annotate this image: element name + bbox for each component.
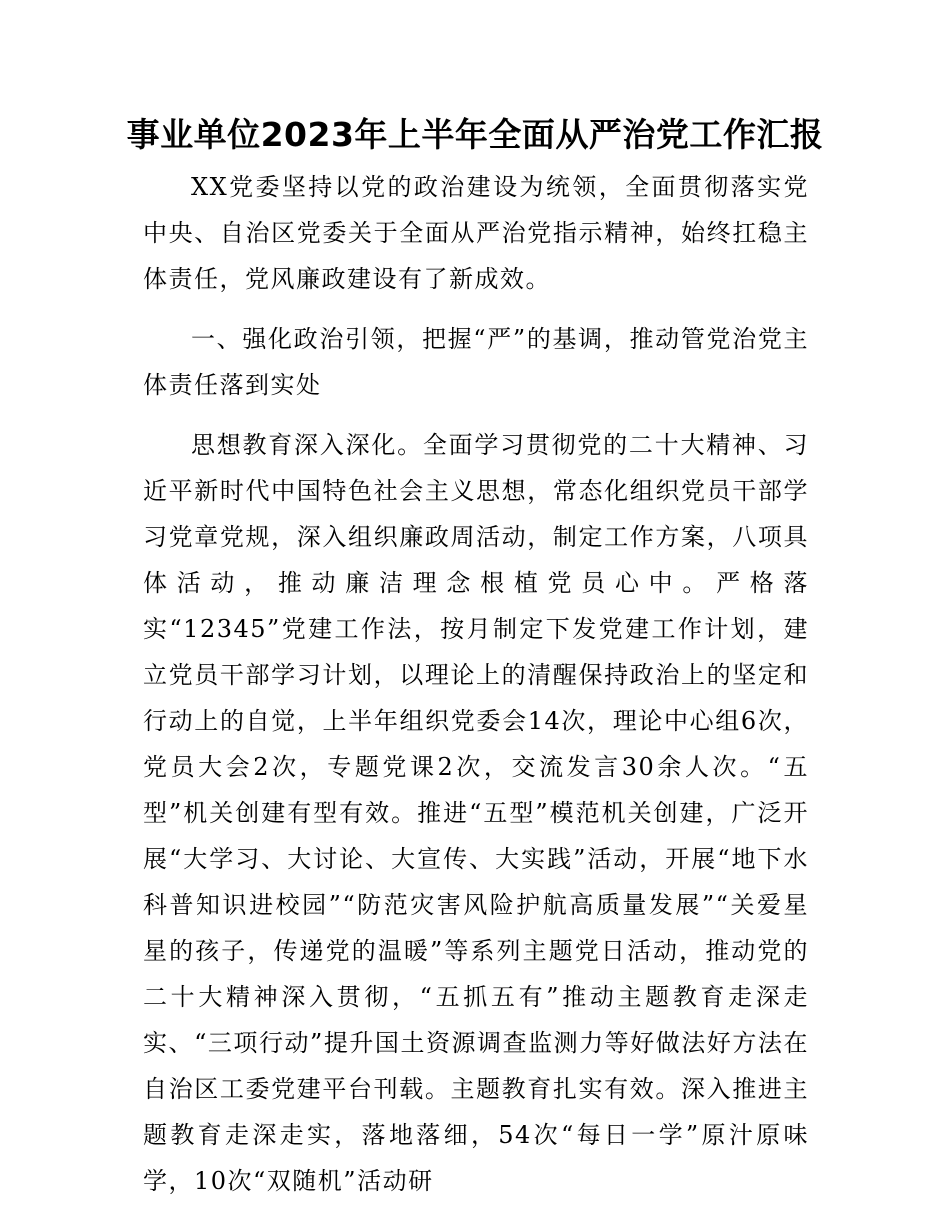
body-paragraph: 思想教育深入深化。全面学习贯彻党的二十大精神、习近平新时代中国特色社会主义思想，常态化组织党员干部学习党章党规，深入组织廉政周活动，制定工作方案，八项具体活动，推动廉洁理念根植党员心中。严格落实“12345”党建工作法，按月制定下发党建工作计划，建立党员干部学习计划，以理论上的清醒保持政治上的坚定和行动上的自觉，上半年组织党委会14次，理论中心组6次，党员大会2次，专题党课2次，交流发言30余人次。“五型”机关创建有型有效。推进“五型”模范机关创建，广泛开展“大学习、大讨论、大宣传、大实践”活动，开展“地下水科普知识进校园”“防范灾害风险护航高质量发展”“关爱星星的孩子，传递党的温暖”等系列主题党日活动，推动党的二十大精神深入贯彻，“五抓五有”推动主题教育走深走实、“三项行动”提升国土资源调查监测力等好做法好方法在自治区工委党建平台刊载。主题教育扎实有效。深入推进主题教育走深走实，落地落细，54次“每日一学”原汁原味学，10次“双随机”活动研 — [143, 431, 809, 1195]
section-heading: 一、强化政治引领，把握“严”的基调，推动管党治党主体责任落到实处 — [143, 325, 809, 399]
document-body — [143, 164, 809, 1218]
intro-paragraph: XX党委坚持以党的政治建设为统领，全面贯彻落实党中央、自治区党委关于全面从严治党指示精神，始终扛稳主体责任，党风廉政建设有了新成效。 — [143, 173, 809, 293]
document-title: 事业单位2023年上半年全面从严治党工作汇报 — [126, 115, 824, 154]
